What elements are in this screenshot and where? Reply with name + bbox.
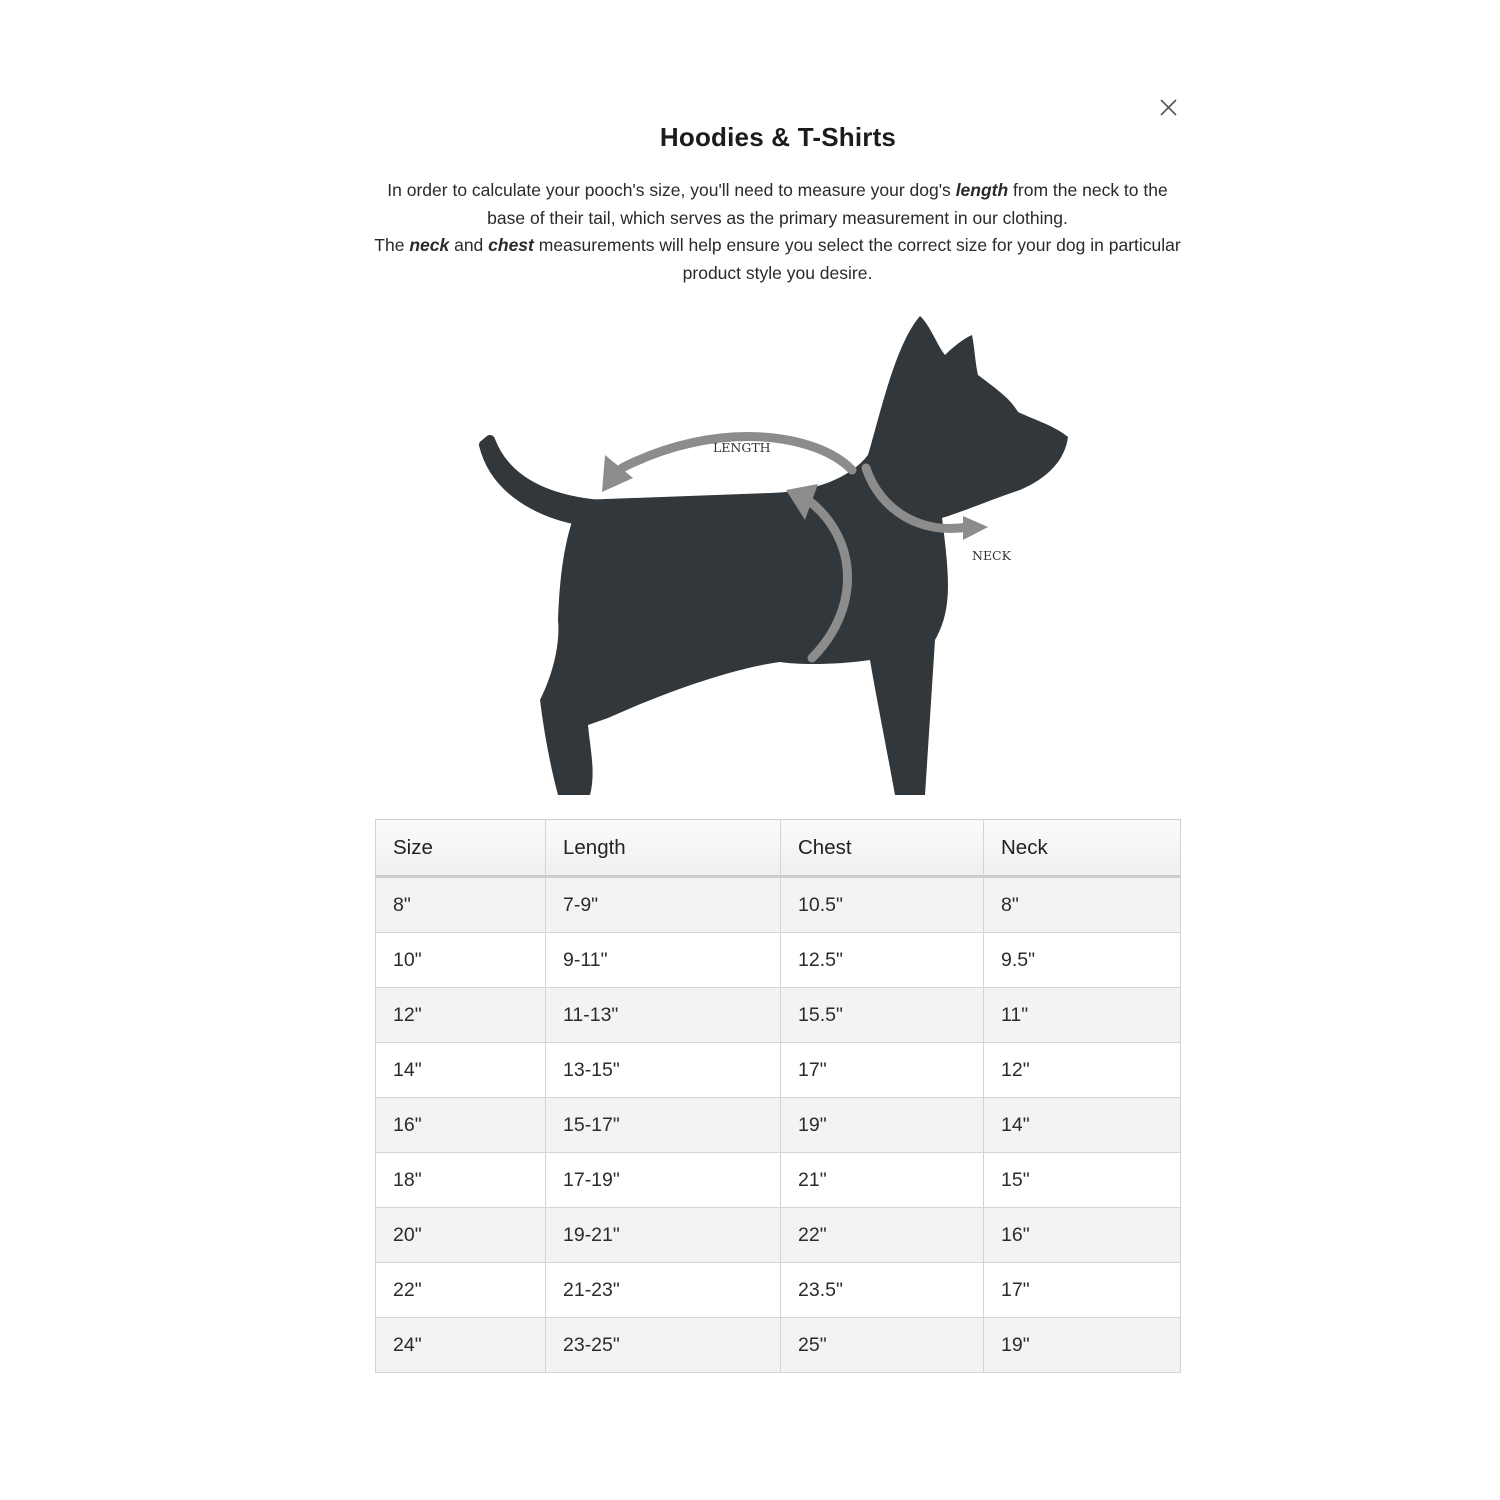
header-length: Length <box>546 820 781 877</box>
cell-chest: 12.5" <box>781 933 984 988</box>
cell-length: 21-23" <box>546 1263 781 1318</box>
length-label: LENGTH <box>713 440 771 455</box>
cell-length: 17-19" <box>546 1153 781 1208</box>
description-text: and <box>449 235 489 255</box>
cell-neck: 12" <box>984 1043 1181 1098</box>
cell-length: 19-21" <box>546 1208 781 1263</box>
chest-label: CHEST <box>762 649 809 664</box>
cell-size: 12" <box>376 988 546 1043</box>
cell-length: 23-25" <box>546 1318 781 1373</box>
cell-chest: 17" <box>781 1043 984 1098</box>
size-description <box>370 177 1185 287</box>
cell-neck: 16" <box>984 1208 1181 1263</box>
header-size: Size <box>376 820 546 877</box>
cell-size: 14" <box>376 1043 546 1098</box>
cell-chest: 22" <box>781 1208 984 1263</box>
cell-chest: 21" <box>781 1153 984 1208</box>
cell-neck: 14" <box>984 1098 1181 1153</box>
cell-neck: 9.5" <box>984 933 1181 988</box>
close-icon[interactable] <box>1152 92 1184 124</box>
table-row <box>376 1318 1181 1373</box>
table-row <box>376 1153 1181 1208</box>
cell-neck: 17" <box>984 1263 1181 1318</box>
table-row <box>376 988 1181 1043</box>
description-text: from the neck to the base of their tail, which serves as the primary measurement in our clothing. <box>487 180 1168 228</box>
header-chest: Chest <box>781 820 984 877</box>
cell-chest: 19" <box>781 1098 984 1153</box>
cell-chest: 15.5" <box>781 988 984 1043</box>
cell-chest: 25" <box>781 1318 984 1373</box>
description-text: The <box>374 235 410 255</box>
cell-length: 15-17" <box>546 1098 781 1153</box>
cell-size: 20" <box>376 1208 546 1263</box>
table-row <box>376 1098 1181 1153</box>
cell-size: 8" <box>376 877 546 933</box>
close-button[interactable] <box>1152 92 1184 124</box>
cell-size: 22" <box>376 1263 546 1318</box>
table-row <box>376 1043 1181 1098</box>
cell-length: 9-11" <box>546 933 781 988</box>
cell-length: 7-9" <box>546 877 781 933</box>
table-row <box>376 877 1181 933</box>
neck-label: NECK <box>972 548 1011 563</box>
neck-emphasis: neck <box>409 235 450 255</box>
cell-size: 18" <box>376 1153 546 1208</box>
cell-neck: 15" <box>984 1153 1181 1208</box>
cell-neck: 8" <box>984 877 1181 933</box>
cell-size: 10" <box>376 933 546 988</box>
table-row <box>376 933 1181 988</box>
cell-chest: 10.5" <box>781 877 984 933</box>
cell-length: 11-13" <box>546 988 781 1043</box>
cell-length: 13-15" <box>546 1043 781 1098</box>
dog-measurement-diagram <box>470 300 1090 805</box>
chest-emphasis: chest <box>488 235 534 255</box>
cell-chest: 23.5" <box>781 1263 984 1318</box>
cell-neck: 19" <box>984 1318 1181 1373</box>
neck-arrowhead <box>963 516 988 540</box>
modal-title: Hoodies & T-Shirts <box>659 122 897 152</box>
length-emphasis: length <box>955 180 1009 200</box>
cell-neck: 11" <box>984 988 1181 1043</box>
table-row <box>376 1208 1181 1263</box>
description-text: measurements will help ensure you select the correct size for your dog in particular product style you desire. <box>533 235 1181 283</box>
table-header-row <box>376 820 1181 877</box>
header-neck: Neck <box>984 820 1181 877</box>
size-table <box>375 819 1181 1373</box>
table-row <box>376 1263 1181 1318</box>
description-text: In order to calculate your pooch's size, you'll need to measure your dog's <box>387 180 956 200</box>
cell-size: 24" <box>376 1318 546 1373</box>
cell-size: 16" <box>376 1098 546 1153</box>
